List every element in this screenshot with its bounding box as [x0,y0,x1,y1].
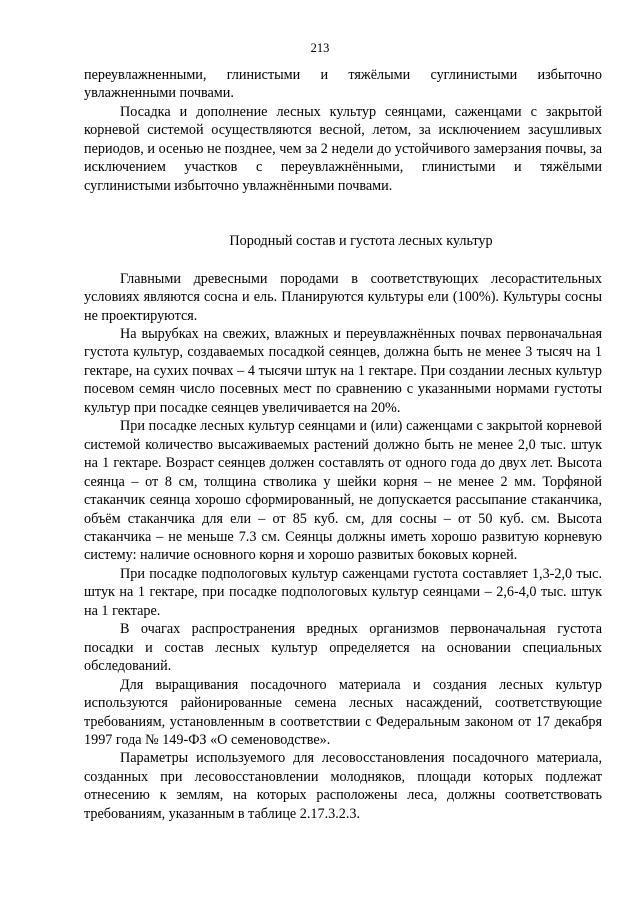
paragraph-closed-root-seedlings: При посадке лесных культур сеянцами и (или) саженцами с закрытой корневой системой количество высаживаемых растений должно быть не менее 2,0 тыс. штук на 1 гектаре. Возраст сеянцев должен составлять от одного года до двух лет. Высота сеянца – от 8 см, толщина стволика у шейки корня – не менее 2 мм. Торфяной стаканчик сеянца хорошо сформированный, не допускается рассыпание стаканчика, объём стаканчика для ели – от 85 куб. см, для сосны – от 50 куб. см. Высота стаканчика – не меньше 7.3 см. Сеянцы должны иметь хорошо развитую корневую систему: наличие основного корня и хорошо развитых боковых корней. [84,418,602,564]
paragraph-continuation: переувлажненными, глинистыми и тяжёлыми суглинистыми избыточно увлажненными почвами. [84,67,602,102]
document-body [84,66,602,823]
paragraph-planting-timing: Посадка и дополнение лесных культур сеянцами, саженцами с закрытой корневой системой осуществляются весной, летом, за исключением засушливых периодов, и осенью не позднее, чем за 2 недели до устойчивого замерзания почвы, за исключением участков с переувлажнёнными, глинистыми и тяжёлыми суглинистыми избыточно увлажнёнными почвами. [84,103,602,194]
paragraph-underplanting-density: При посадке подпологовых культур саженцами густота составляет 1,3-2,0 тыс. штук на 1 гектаре, при посадке подпологовых культур сеянцами – 2,6-4,0 тыс. штук на 1 гектаре. [84,565,602,619]
paragraph-initial-density: На вырубках на свежих, влажных и переувлажнённых почвах первоначальная густота культур, создаваемых посадкой сеянцев, должна быть не менее 3 тысяч на 1 гектаре, на сухих почвах – 4 тысячи штук на 1 гектаре. При создании лесных культур посевом семян число посевных мест по сравнению с указанными нормами густоты культур при посадке сеянцев увеличивается на 20%. [84,325,602,416]
section-heading: Породный состав и густота лесных культур [229,233,493,250]
page-number: 213 [310,41,330,55]
paragraph-pest-foci: В очагах распространения вредных организмов первоначальная густота посадки и состав лесных культур определяется на основании специальных обследований. [84,621,602,675]
paragraph-seeds-law: Для выращивания посадочного материала и создания лесных культур используются районированные семена лесных насаждений, соответствующие требованиям, установленным в соответствии с Федеральным законом от 17 декабря 1997 года № 149-ФЗ «О семеноводстве». [84,676,602,748]
paragraph-main-species: Главными древесными породами в соответствующих лесорастительных условиях являются сосна и ель. Планируются культуры ели (100%). Культуры сосны не проектируются. [84,270,602,324]
paragraph-parameters-table-ref: Параметры используемого для лесовосстановления посадочного материала, созданных при лесовосстановлении молодняков, площади которых подлежат отнесению к землям, на которых расположены леса, должны соответствовать требованиям, указанным в таблице 2.17.3.2.3. [84,750,602,822]
